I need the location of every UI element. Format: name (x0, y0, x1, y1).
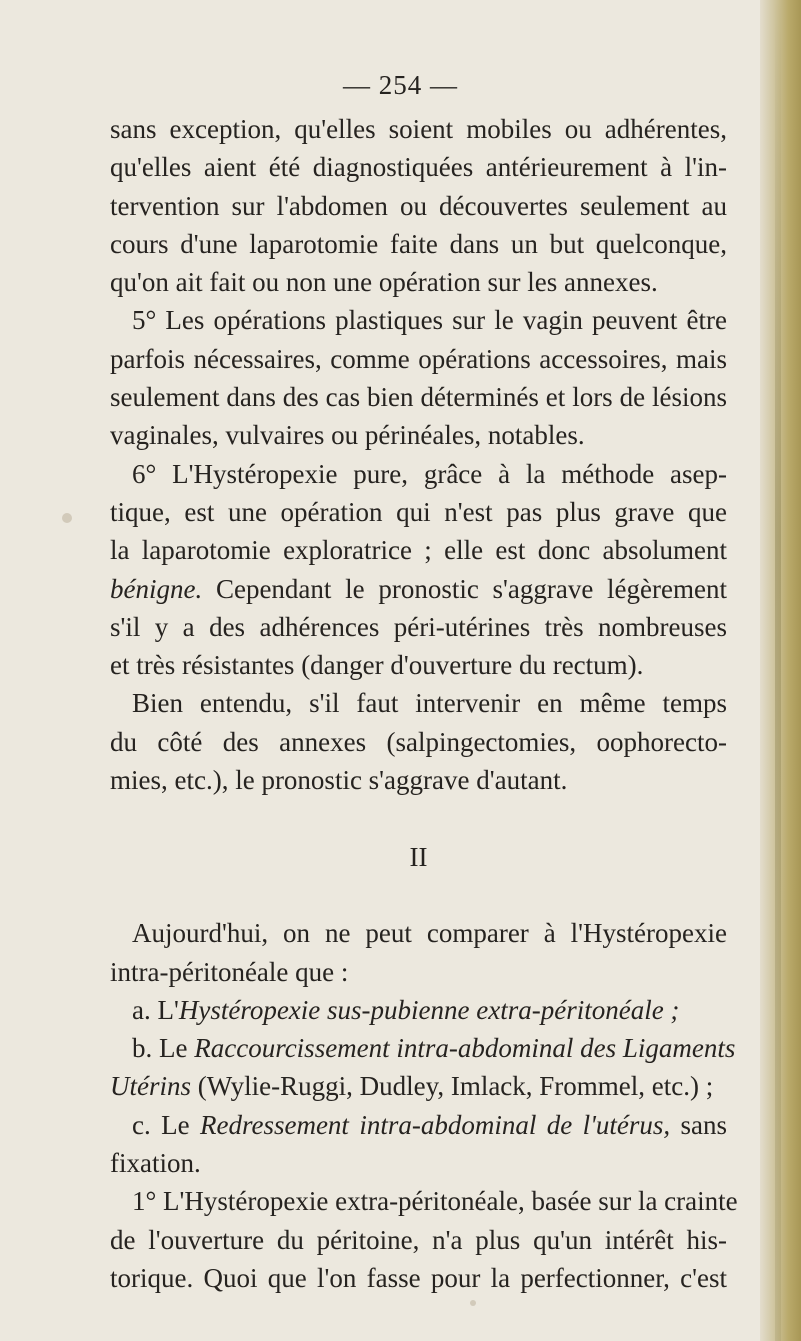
text-line: parfois nécessaires, comme opérations accessoires, mais (110, 343, 727, 374)
italic-term: bénigne. (110, 573, 203, 604)
text-line: cours d'une laparotomie faite dans un but quelconque, (110, 228, 727, 259)
list-item-c (110, 1106, 727, 1144)
text-line: Bien entendu, s'il faut intervenir en même temps (132, 688, 727, 719)
text-line: Aujourd'hui, on ne peut comparer à l'Hystéropexie (132, 918, 727, 949)
italic-term: Utérins (110, 1071, 191, 1102)
list-prefix: c. Le (132, 1109, 200, 1140)
page-number: — 254 — (343, 70, 458, 100)
italic-term: Hystéropexie sus-pubienne extra-péritonéale ; (178, 994, 680, 1025)
spacer (110, 799, 727, 837)
section-heading: II (409, 841, 428, 872)
text-line: qu'on ait fait ou non une opération sur les annexes. (110, 267, 658, 298)
text-line: de l'ouverture du péritoine, n'a plus qu'un intérêt his- (110, 1224, 727, 1255)
text-span: Cependant le pronostic s'aggrave légèrement (202, 573, 727, 604)
list-item-a (110, 991, 727, 1029)
text-line: 5° Les opérations plastiques sur le vagin peuvent être (132, 305, 727, 336)
text-line: et très résistantes (danger d'ouverture du rectum). (110, 650, 644, 681)
text-line: qu'elles aient été diagnostiquées antérieurement à l'in- (110, 152, 727, 183)
text-span: (Wylie-Ruggi, Dudley, Imlack, Frommel, etc.) ; (191, 1071, 714, 1102)
page-edge-shadow (775, 0, 781, 1341)
list-prefix: a. L' (132, 994, 179, 1025)
body-text (110, 110, 738, 1297)
text-line: 1° L'Hystéropexie extra-péritonéale, basée sur la crainte (132, 1186, 738, 1217)
paper-speck (62, 513, 72, 523)
text-line: s'il y a des adhérences péri-utérines très nombreuses (110, 611, 727, 642)
italic-term: Raccourcissement intra-abdominal des Ligaments (194, 1033, 736, 1064)
text-line: sans exception, qu'elles soient mobiles ou adhérentes, (110, 114, 727, 144)
text-line: tique, est une opération qui n'est pas plus grave que (110, 496, 727, 527)
list-item-b (110, 1029, 736, 1067)
text-line: 6° L'Hystéropexie pure, grâce à la méthode asep- (132, 458, 727, 489)
text-line: tervention sur l'abdomen ou découvertes seulement au (110, 190, 727, 221)
paper-speck (470, 1300, 476, 1306)
text-line: vaginales, vulvaires ou périnéales, notables. (110, 420, 585, 451)
text-line: intra-péritonéale que : (110, 956, 349, 987)
list-item-c-continued: fixation. (110, 1148, 201, 1179)
text-line: du côté des annexes (salpingectomies, oophorecto- (110, 726, 727, 757)
text-line (110, 570, 727, 608)
italic-term: Redressement intra-abdominal de l'utérus, (199, 1109, 671, 1140)
text-span: sans (670, 1109, 727, 1140)
list-item-b-continued (110, 1067, 727, 1105)
text-line: seulement dans des cas bien déterminés et lors de lésions (110, 382, 727, 413)
text-line: mies, etc.), le pronostic s'aggrave d'autant. (110, 765, 568, 796)
spacer (110, 876, 727, 914)
text-line: la laparotomie exploratrice ; elle est donc absolument (110, 535, 727, 566)
list-prefix: b. Le (132, 1033, 195, 1064)
text-line: torique. Quoi que l'on fasse pour la perfectionner, c'est (110, 1262, 727, 1293)
